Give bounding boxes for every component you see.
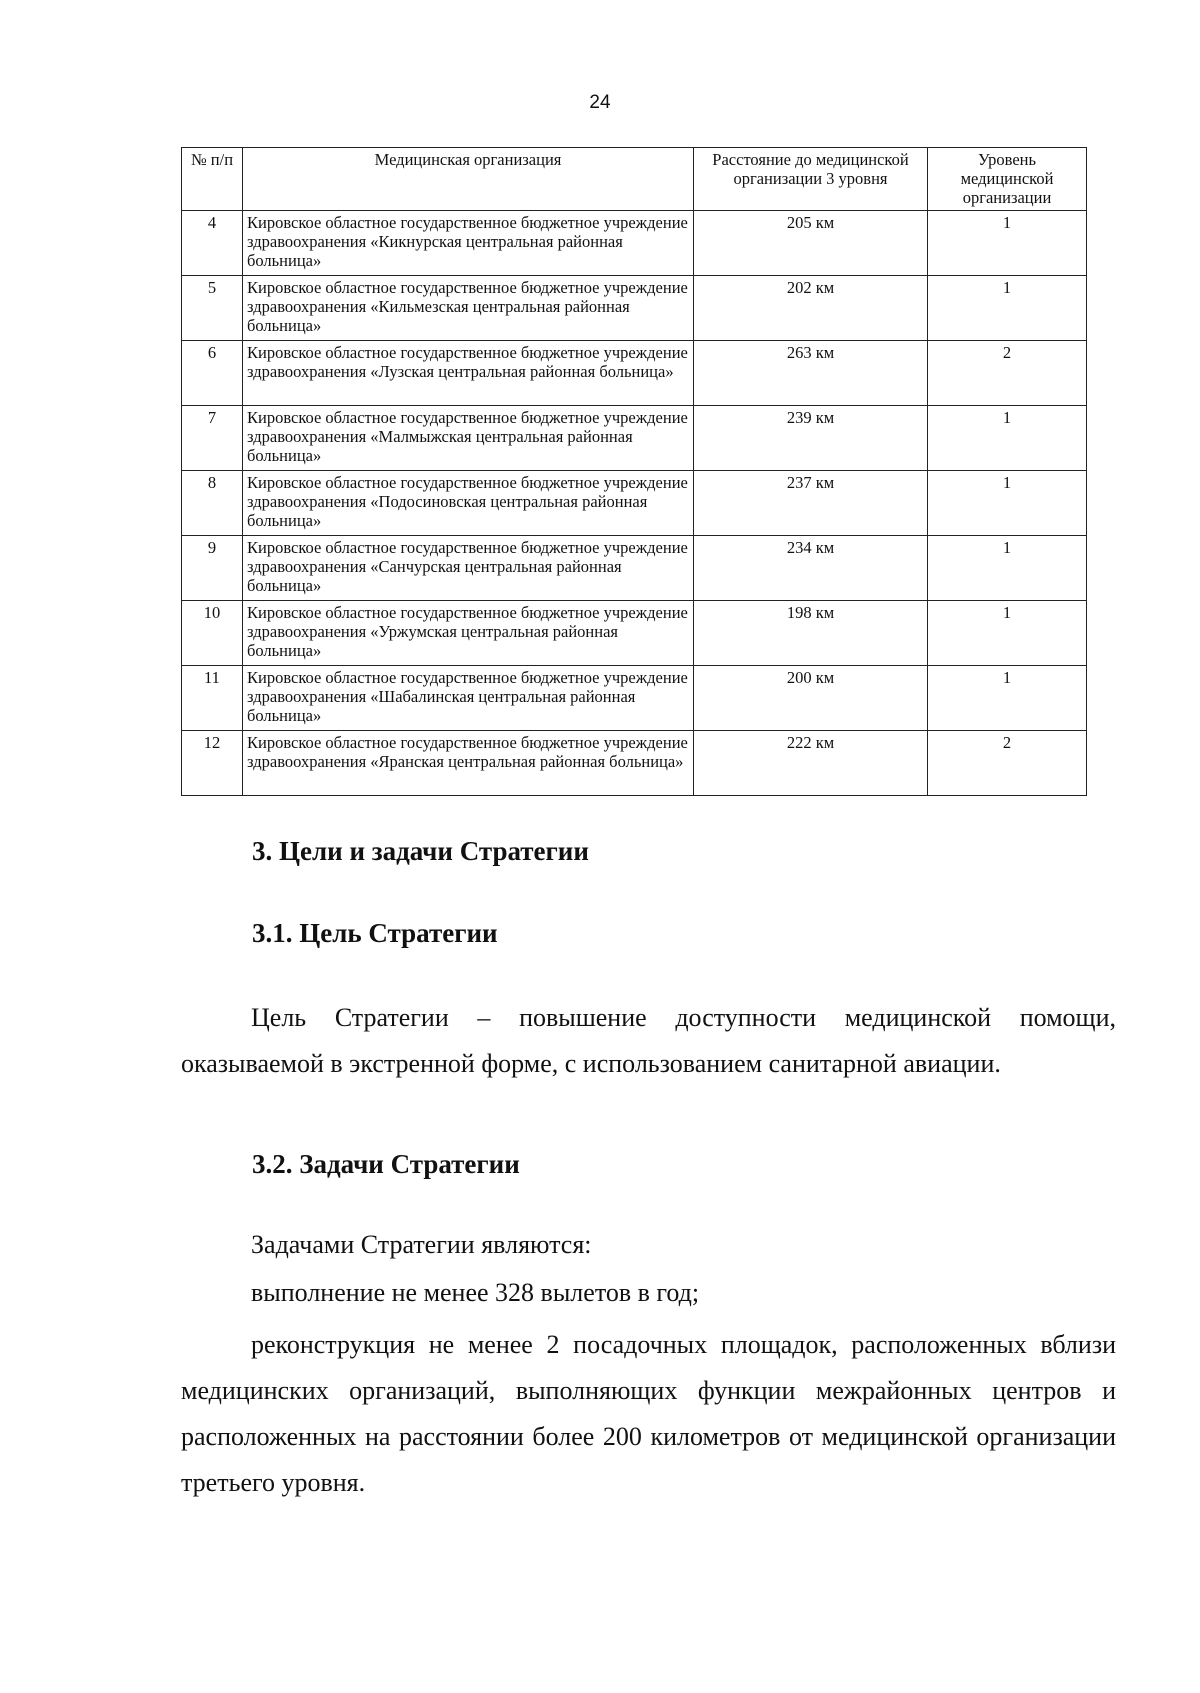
row-num: 4	[182, 211, 243, 276]
row-distance: 200 км	[694, 666, 928, 731]
table-row	[182, 341, 1087, 406]
row-organization: Кировское областное государственное бюджетное учреждение здравоохранения «Лузская центральная районная больница»	[243, 341, 694, 406]
table-row	[182, 471, 1087, 536]
row-distance: 198 км	[694, 601, 928, 666]
row-organization: Кировское областное государственное бюджетное учреждение здравоохранения «Яранская центральная районная больница»	[243, 731, 694, 796]
header-distance: Расстояние до медицинской организации 3 уровня	[694, 148, 928, 211]
row-level: 1	[928, 211, 1087, 276]
row-distance: 202 км	[694, 276, 928, 341]
row-distance: 263 км	[694, 341, 928, 406]
row-num: 12	[182, 731, 243, 796]
header-level: Уровень медицинской организации	[928, 148, 1087, 211]
task-item-2: реконструкция не менее 2 посадочных площадок, расположенных вблизи медицинских организаций, выполняющих функции межрайонных центров и расположенных на расстоянии более 200 километров от медицинской организации третьего уровня.	[181, 1330, 1116, 1497]
section-title: 3. Цели и задачи Стратегии	[252, 836, 589, 866]
goal-paragraph: Цель Стратегии – повышение доступности медицинской помощи, оказываемой в экстренной форме, с использованием санитарной авиации.	[181, 1003, 1116, 1078]
row-distance: 222 км	[694, 731, 928, 796]
row-num: 8	[182, 471, 243, 536]
table-row	[182, 276, 1087, 341]
row-level: 2	[928, 341, 1087, 406]
table-row	[182, 731, 1087, 796]
table-row	[182, 601, 1087, 666]
row-organization: Кировское областное государственное бюджетное учреждение здравоохранения «Уржумская центральная районная больница»	[243, 601, 694, 666]
tasks-heading: 3.2. Задачи Стратегии	[252, 1149, 520, 1179]
table-row	[182, 211, 1087, 276]
row-num: 5	[182, 276, 243, 341]
task-item-1: выполнение не менее 328 вылетов в год;	[251, 1278, 700, 1307]
row-level: 1	[928, 276, 1087, 341]
tasks-intro: Задачами Стратегии являются:	[251, 1230, 592, 1259]
row-level: 1	[928, 406, 1087, 471]
page-number: 24	[589, 92, 611, 113]
row-level: 1	[928, 601, 1087, 666]
row-distance: 205 км	[694, 211, 928, 276]
row-organization: Кировское областное государственное бюджетное учреждение здравоохранения «Санчурская центральная районная больница»	[243, 536, 694, 601]
row-organization: Кировское областное государственное бюджетное учреждение здравоохранения «Кикнурская центральная районная больница»	[243, 211, 694, 276]
row-organization: Кировское областное государственное бюджетное учреждение здравоохранения «Подосиновская центральная районная больница»	[243, 471, 694, 536]
medical-organizations-table	[181, 147, 1087, 796]
row-level: 1	[928, 666, 1087, 731]
header-organization: Медицинская организация	[243, 148, 694, 211]
row-organization: Кировское областное государственное бюджетное учреждение здравоохранения «Шабалинская центральная районная больница»	[243, 666, 694, 731]
table-header-row	[182, 148, 1087, 211]
row-num: 10	[182, 601, 243, 666]
row-organization: Кировское областное государственное бюджетное учреждение здравоохранения «Кильмезская центральная районная больница»	[243, 276, 694, 341]
row-distance: 239 км	[694, 406, 928, 471]
header-num: № п/п	[182, 148, 243, 211]
row-distance: 237 км	[694, 471, 928, 536]
row-organization: Кировское областное государственное бюджетное учреждение здравоохранения «Малмыжская центральная районная больница»	[243, 406, 694, 471]
row-level: 2	[928, 731, 1087, 796]
row-num: 6	[182, 341, 243, 406]
row-level: 1	[928, 536, 1087, 601]
table-row	[182, 406, 1087, 471]
table-row	[182, 666, 1087, 731]
row-num: 9	[182, 536, 243, 601]
table-row	[182, 536, 1087, 601]
row-distance: 234 км	[694, 536, 928, 601]
row-level: 1	[928, 471, 1087, 536]
goal-heading: 3.1. Цель Стратегии	[252, 918, 498, 948]
row-num: 11	[182, 666, 243, 731]
row-num: 7	[182, 406, 243, 471]
